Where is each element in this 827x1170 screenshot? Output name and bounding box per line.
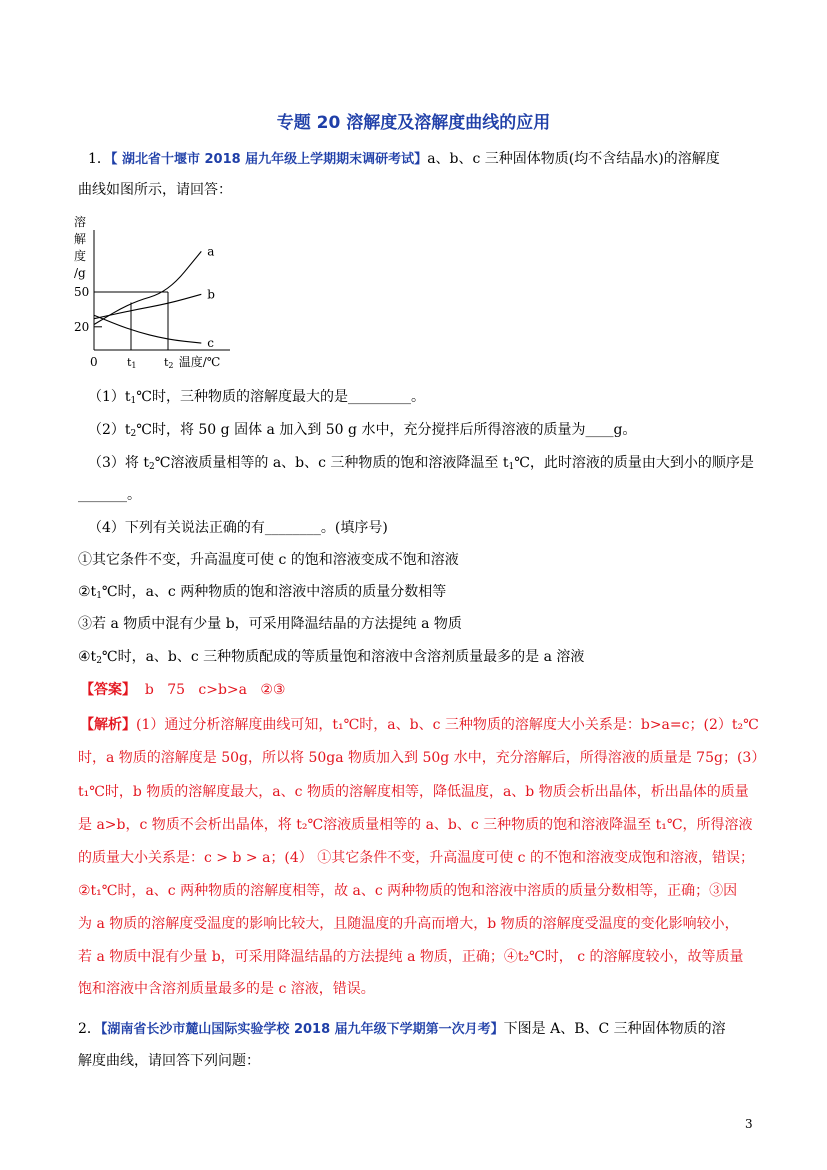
y-label-char: /g (74, 266, 86, 280)
y-tick-label: 20 (74, 319, 90, 334)
subscript: 1 (130, 396, 137, 406)
q1-source: 【 湖北省十堰市 2018 届九年级上学期期末调研考试】 (110, 152, 428, 167)
guide-lines (94, 292, 168, 350)
subscript: 1 (508, 462, 515, 472)
answer-label: 【答案】 (80, 682, 136, 698)
series-a-label: a (207, 244, 215, 259)
analysis-line: 为 a 物质的溶解度受温度的影响比较大，且随温度的升高而增大，b 物质的溶解度受温度的变化影响较小， (78, 916, 739, 932)
q1-option-2 (78, 583, 446, 601)
text: ℃时，a、c 两种物质的饱和溶液中溶质的质量分数相等 (101, 584, 447, 600)
series-b-label: b (207, 287, 215, 302)
y-label-char: 度 (74, 249, 87, 263)
text: ℃，此时溶液的质量由大到小的顺序是 (514, 455, 754, 471)
answer-value: b 75 c>b>a ②③ (144, 682, 286, 698)
q1-part1 (88, 388, 425, 406)
subscript: 2 (130, 429, 137, 439)
text: ℃时，将 50 g 固体 a 加入到 50 g 水中，充分搅拌后所得溶液的质量为____g。 (136, 422, 637, 438)
analysis-line: t₁℃时，b 物质的溶解度最大，a、c 物质的溶解度相等，降低温度，a、b 物质会析出晶体，析出晶体的质量 (78, 784, 749, 800)
series-c-curve (94, 315, 201, 343)
x-tick-label: t1 (127, 356, 137, 370)
y-axis-label (74, 214, 86, 280)
q1-stem-line1 (88, 150, 720, 169)
y-label-char: 解 (74, 232, 87, 246)
series-group (94, 251, 201, 343)
q1-part4: （4）下列有关说法正确的有________。(填序号) (88, 520, 388, 536)
q1-option-3: ③若 a 物质中混有少量 b，可采用降温结晶的方法提纯 a 物质 (78, 616, 462, 632)
q2-source: 【湖南省长沙市麓山国际实验学校 2018 届九年级下学期第一次月考】 (100, 1022, 504, 1037)
q1-number: 1． (88, 151, 111, 167)
text: ℃溶液质量相等的 a、b、c 三种物质的饱和溶液降温至 t (154, 455, 509, 471)
subscript: 2 (96, 656, 102, 666)
q1-option-4 (78, 648, 584, 666)
q1-part3 (88, 454, 754, 472)
subscript: 1 (96, 591, 102, 601)
page-title: 专题 20 溶解度及溶解度曲线的应用 (276, 113, 551, 133)
analysis-line: 饱和溶液中含溶剂质量最多的是 c 溶液，错误。 (78, 981, 375, 997)
text: ②t (78, 584, 97, 600)
subscript: 2 (148, 462, 155, 472)
q2-stem-line2: 解度曲线，请回答下列问题： (78, 1053, 260, 1069)
analysis-line (80, 716, 759, 734)
q1-option-1: ①其它条件不变，升高温度可使 c 的饱和溶液变成不饱和溶液 (78, 552, 459, 568)
q1-part2 (88, 421, 636, 439)
analysis-line: 是 a>b，c 物质不会析出晶体，将 t₂℃溶液质量相等的 a、b、c 三种物质的饱和溶液降温至 t₁℃，所得溶液 (78, 817, 753, 833)
q1-answer (80, 681, 285, 699)
q1-stem-line2: 曲线如图所示，请回答： (78, 182, 232, 198)
series-c-label: c (207, 336, 215, 351)
text: ④t (78, 649, 97, 665)
text: ℃时，三种物质的溶解度最大的是_________。 (136, 389, 425, 405)
y-label-char: 溶 (74, 215, 87, 229)
analysis-line: 的质量大小关系是：c > b > a；(4） ①其它条件不变，升高温度可使 c 的不饱和溶液变成饱和溶液，错误； (78, 850, 754, 866)
text: （2）t (88, 422, 131, 438)
analysis-line: 若 a 物质中混有少量 b，可采用降温结晶的方法提纯 a 物质，正确；④t₂℃时， c 的溶解度较小，故等质量 (78, 949, 744, 965)
q1-part3-blank: _______。 (78, 487, 141, 503)
text: （3）将 t (88, 455, 149, 471)
x-tick-label: t2 (164, 356, 174, 370)
analysis-label: 【解析】 (80, 717, 136, 733)
page-number: 3 (745, 1117, 753, 1131)
text: （1）t (88, 389, 131, 405)
y-tick-label: 50 (74, 285, 90, 299)
x-axis-label: 温度/℃ (178, 355, 221, 369)
text: (1）通过分析溶解度曲线可知，t₁℃时，a、b、c 三种物质的溶解度大小关系是：b>a=c；(2）t₂℃ (136, 717, 759, 733)
analysis-line: 时，a 物质的溶解度是 50g，所以将 50ga 物质加入到 50g 水中，充分溶解后，所得溶液的质量是 75g；(3） (78, 750, 766, 766)
solubility-chart (72, 212, 242, 382)
text: ℃时，a、b、c 三种物质配成的等质量饱和溶液中含溶剂质量最多的是 a 溶液 (101, 649, 585, 665)
q1-stem-text: a、b、c 三种固体物质(均不含结晶水)的溶解度 (427, 151, 720, 167)
q2-stem-text: 下图是 A、B、C 三种固体物质的溶 (503, 1021, 726, 1037)
analysis-line: ②t₁℃时，a、c 两种物质的溶解度相等，故 a、c 两种物质的饱和溶液中溶质的质量分数相等，正确；③因 (78, 883, 738, 899)
q2-number: 2． (78, 1021, 101, 1037)
q2-stem-line1 (78, 1020, 726, 1039)
x-tick-label: 0 (90, 355, 98, 369)
series-a-curve (94, 251, 201, 324)
